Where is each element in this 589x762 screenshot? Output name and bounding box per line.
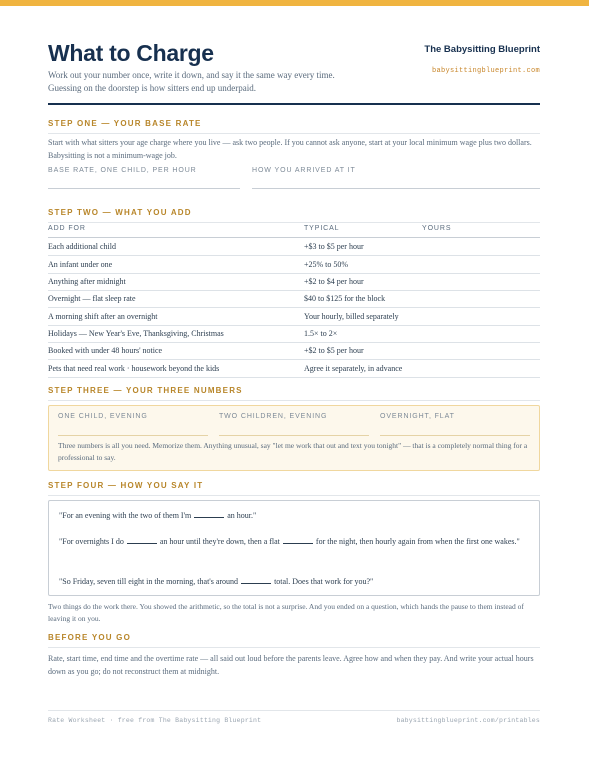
three-numbers-box xyxy=(48,405,540,471)
intro-line-1: Work out your number once, write it down, and say it the same way every time. xyxy=(48,70,335,80)
table-row xyxy=(48,342,540,360)
base-rate-field[interactable] xyxy=(48,188,240,189)
quote-2-middle: an hour until they're down, then a flat xyxy=(159,537,280,546)
page-title: What to Charge xyxy=(48,40,214,66)
row-typical: Agree it separately, in advance xyxy=(304,364,403,373)
row-typical: +$2 to $5 per hour xyxy=(304,346,364,355)
before-you-go-heading: BEFORE YOU GO xyxy=(48,633,540,648)
quote-3-end: total. Does that work for you?" xyxy=(274,577,374,586)
one-child-evening-label: ONE CHILD, EVENING xyxy=(58,413,148,420)
col-yours: YOURS xyxy=(422,225,452,232)
quote-1-blank[interactable] xyxy=(194,509,224,518)
footer-credit: Rate Worksheet · free from The Babysitting Blueprint xyxy=(48,717,262,724)
table-row xyxy=(48,325,540,343)
table-row xyxy=(48,273,540,291)
quote-2-blank-flat[interactable] xyxy=(283,535,313,544)
row-typical: +25% to 50% xyxy=(304,260,349,269)
row-item: An infant under one xyxy=(48,260,113,269)
quote-3-blank-total[interactable] xyxy=(241,575,271,584)
table-row xyxy=(48,256,540,274)
top-accent-bar xyxy=(0,0,589,6)
row-item: Each additional child xyxy=(48,242,116,251)
row-typical: +$2 to $4 per hour xyxy=(304,277,364,286)
row-item: Holidays — New Year's Eve, Thanksgiving, Christmas xyxy=(48,329,224,338)
table-row xyxy=(48,308,540,326)
brand-url: babysittingblueprint.com xyxy=(431,67,540,75)
overnight-flat-label: OVERNIGHT, FLAT xyxy=(380,413,455,420)
header-rule xyxy=(48,103,540,105)
footer-url: babysittingblueprint.com/printables xyxy=(396,717,540,724)
two-children-evening-field[interactable] xyxy=(219,435,369,436)
script-quote-2 xyxy=(59,535,529,548)
brand-name: The Babysitting Blueprint xyxy=(424,44,540,55)
quote-2-start: "For overnights I do xyxy=(59,537,124,546)
intro-text xyxy=(48,69,388,95)
script-box xyxy=(48,500,540,596)
before-you-go-text: Rate, start time, end time and the overtime rate — all said out loud before the parents leave. Agree how and when they pay. And write your actual hours down as you go; do not reconstruct them at midnight. xyxy=(48,654,534,676)
two-children-evening-label: TWO CHILDREN, EVENING xyxy=(219,413,328,420)
col-typical: TYPICAL xyxy=(304,225,340,232)
row-typical: $40 to $125 for the block xyxy=(304,294,386,303)
col-add-for: ADD FOR xyxy=(48,225,86,232)
step-one-heading: STEP ONE — YOUR BASE RATE xyxy=(48,119,540,134)
quote-1-end: an hour." xyxy=(227,511,257,520)
one-child-evening-field[interactable] xyxy=(58,435,208,436)
row-item: Booked with under 48 hours' notice xyxy=(48,346,163,355)
step-two-heading: STEP TWO — WHAT YOU ADD xyxy=(48,208,540,223)
intro-line-2: Guessing on the doorstep is how sitters end up underpaid. xyxy=(48,83,256,93)
step-three-heading: STEP THREE — YOUR THREE NUMBERS xyxy=(48,386,540,401)
row-item: Overnight — flat sleep rate xyxy=(48,294,136,303)
quote-2-blank-hourly[interactable] xyxy=(127,535,157,544)
script-quote-1 xyxy=(59,509,529,522)
overnight-flat-field[interactable] xyxy=(380,435,530,436)
how-arrived-label: HOW YOU ARRIVED AT IT xyxy=(252,167,356,174)
table-row xyxy=(48,290,540,308)
footer-rule xyxy=(48,710,540,711)
quote-3-start: "So Friday, seven till eight in the morning, that's around xyxy=(59,577,239,586)
row-item: A morning shift after an overnight xyxy=(48,312,158,321)
table-row xyxy=(48,238,540,256)
row-item: Pets that need real work · housework beyond the kids xyxy=(48,364,220,373)
base-rate-label: BASE RATE, ONE CHILD, PER HOUR xyxy=(48,167,197,174)
how-arrived-field[interactable] xyxy=(252,188,540,189)
step-four-heading: STEP FOUR — HOW YOU SAY IT xyxy=(48,481,540,496)
add-table-header xyxy=(48,225,540,238)
script-note: Two things do the work there. You showed the arithmetic, so the total is not a surprise. And you ended on a question, which hands the pause to them instead of leaving it on you. xyxy=(48,602,524,623)
quote-2-end: for the night, then hourly again from when the first one wakes." xyxy=(315,537,520,546)
row-typical: Your hourly, billed separately xyxy=(304,312,399,321)
script-quote-3 xyxy=(59,575,529,588)
table-row xyxy=(48,360,540,378)
step-one-text: Start with what sitters your age charge where you live — ask two people. If you cannot ask anyone, start at your local minimum wage plus two dollars. Babysitting is not a minimum-wage job. xyxy=(48,138,532,160)
row-typical: 1.5× to 2× xyxy=(304,329,338,338)
three-numbers-note: Three numbers is all you need. Memorize them. Anything unusual, say "let me work that out and text you tonight" — that is a completely normal thing for a professional to say. xyxy=(58,441,528,462)
row-item: Anything after midnight xyxy=(48,277,126,286)
row-typical: +$3 to $5 per hour xyxy=(304,242,364,251)
quote-1-start: "For an evening with the two of them I'm xyxy=(59,511,192,520)
